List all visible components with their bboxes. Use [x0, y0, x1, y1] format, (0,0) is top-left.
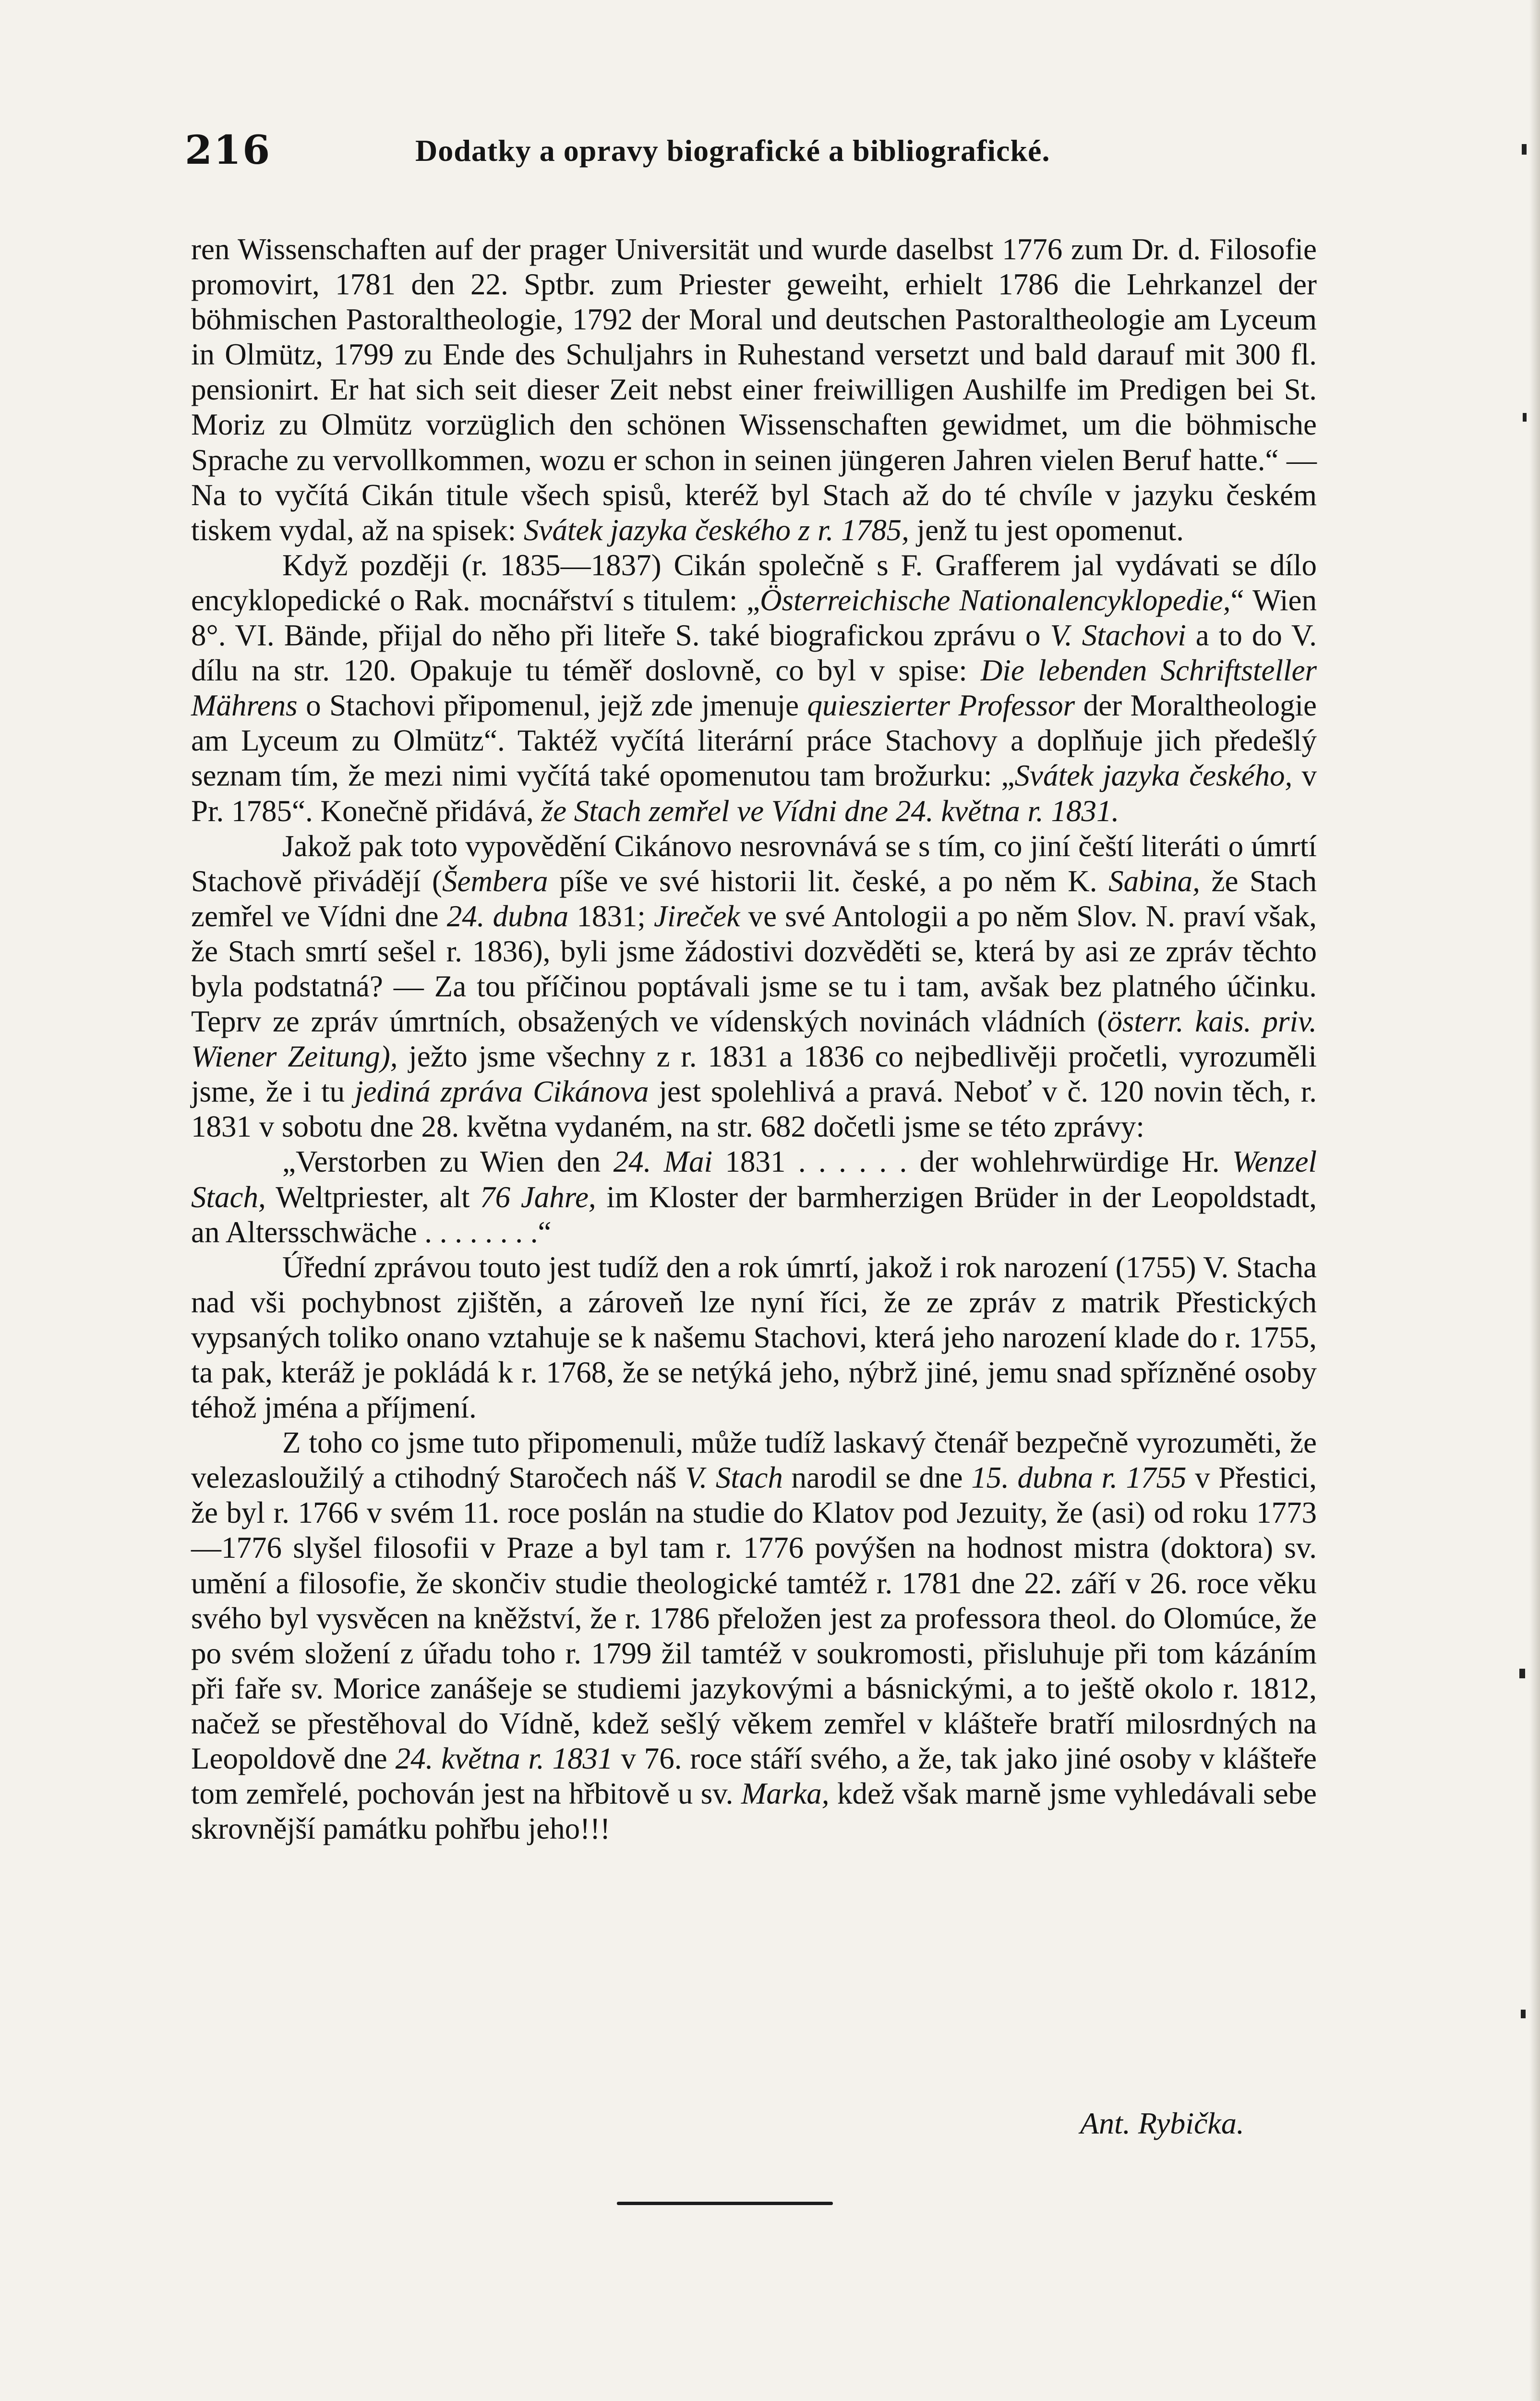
italic-text: Svátek jazyka českého z r. 1785,	[523, 513, 909, 547]
closing-rule	[617, 2202, 833, 2205]
italic-text: Jireček	[653, 899, 740, 933]
text-run: jest spolehlivá a pravá. Neboť v č. 120 novin těch, r. 1831 v sobotu dne 28. května vydaném, na str. 682 dočetli jsme se této zprávy:	[191, 1075, 1317, 1144]
italic-text: V. Stach	[685, 1461, 783, 1495]
running-header	[185, 127, 1335, 180]
italic-text: österr. kais. priv. Wiener Zeitung),	[191, 1005, 1317, 1074]
text-run: im Kloster der barmherzigen Brüder in der Leopoldstadt, an Altersschwäche . . . . . . . .“	[191, 1180, 1317, 1249]
text-run: Jakož pak toto vypovědění Cikánovo nesrovnává se s tím, co jiní čeští literáti o úmrtí Stachově přivádějí (	[191, 829, 1317, 898]
text-run: v Přestici, že byl r. 1766 v svém 11. roce poslán na studie do Klatov pod Jezuity, že (asi) od roku 1773—1776 slyšel filosofii v Praze a byl tam r. 1776 povýšen na hodnost mistra (doktora) sv. umění a filosofie, že skončiv studie theologické tamtéž r. 1781 dne 22. září v 26. roce věku svého byl vysvěcen na kněžství, že r. 1786 přeložen jest za professora theol. do Olomúce, že po svém složení z úřadu toho r. 1799 žil tamtéž v soukromosti, přisluhuje při tom kázáním při faře sv. Morice zanášeje se studiemi jazykovými a básnickými, a to ještě okolo r. 1812, načež se přestěhoval do Vídně, kdež sešlý věkem zemřel v klášteře bratří milosrdných na Leopoldově dne	[191, 1461, 1317, 1776]
paragraph	[191, 1250, 1317, 1425]
margin-mark	[1519, 1669, 1525, 1678]
text-run: der Moraltheologie am Lyceum zu Olmütz“. Taktéž vyčítá literární práce Stachovy a doplňuje jich předešlý seznam tím, že mezi nimi vyčítá také opomenutou tam brožurku: „	[191, 689, 1317, 793]
text-run: 1831;	[568, 899, 654, 933]
paragraph	[191, 1425, 1317, 1846]
paragraph	[191, 1144, 1317, 1249]
margin-mark	[1521, 2010, 1526, 2018]
text-run: o Stachovi připomenul, jejž zde jmenuje	[297, 689, 807, 723]
italic-text: Österreichische Nationalencyklopedie,	[760, 583, 1231, 617]
italic-text: Wenzel Stach,	[191, 1145, 1317, 1214]
text-run: 1831 . . . . . . der wohlehrwürdige Hr.	[712, 1145, 1232, 1179]
text-run: v 76. roce stáří svého, a že, tak jako jiné osoby v klášteře tom zemřelé, pochován jest na hřbitově u sv.	[191, 1742, 1317, 1811]
paragraph	[191, 232, 1317, 548]
text-run: v Pr. 1785“. Konečně přidává,	[191, 759, 1317, 828]
author-signature: Ant. Rybička.	[1080, 2106, 1244, 2140]
text-run: Když později (r. 1835—1837) Cikán společně s F. Grafferem jal vydávati se dílo encyklopedické o Rak. mocnářství s titulem: „	[191, 548, 1317, 617]
text-run: ježto jsme všechny z r. 1831 a 1836 co nejbedlivěji pročetli, vyrozuměli jsme, že i tu	[191, 1040, 1317, 1109]
italic-text: Šembera	[442, 864, 548, 898]
text-run: píše ve své historii lit. české, a po něm K.	[548, 864, 1109, 898]
italic-text: 15. dubna r. 1755	[971, 1461, 1187, 1495]
italic-text: V. Stachovi	[1050, 618, 1186, 653]
italic-text: 24. Mai	[613, 1145, 713, 1179]
italic-text: quieszierter Professor	[807, 689, 1075, 723]
text-run: ve své Antologii a po něm Slov. N. praví však, že Stach smrtí sešel r. 1836), byli jsme žádostivi dozvěděti se, která by asi ze zpráv těchto byla podstatná? — Za tou příčinou poptávali jsme se tu i tam, avšak bez platného účinku. Teprv ze zpráv úmrtních, obsažených ve vídenských novinách vládních (	[191, 899, 1317, 1039]
text-run: “ Wien 8°. VI. Bände, přijal do něho při liteře S. také biografickou zprávu o	[191, 583, 1317, 653]
italic-text: že Stach zemřel ve Vídni dne 24. května r. 1831.	[541, 794, 1119, 828]
text-run: kdež však marně jsme vyhledávali sebe skrovnější památku pohřbu jeho!!!	[191, 1777, 1317, 1846]
margin-mark	[1522, 144, 1527, 155]
paragraph	[191, 829, 1317, 1145]
text-run: že Stach zemřel ve Vídni dne	[191, 864, 1317, 933]
text-run: ren Wissenschaften auf der prager Universität und wurde daselbst 1776 zum Dr. d. Filosofie promovirt, 1781 den 22. Sptbr. zum Priester geweiht, erhielt 1786 die Lehrkanzel der böhmischen Pastoraltheologie, 1792 der Moral und deutschen Pastoraltheologie am Lyceum in Olmütz, 1799 zu Ende des Schuljahrs in Ruhestand versetzt und bald darauf mit 300 fl. pensionirt. Er hat sich seit dieser Zeit nebst einer freiwilligen Aushilfe im Predigen bei St. Moriz zu Olmütz vorzüglich den schönen Wissenschaften gewidmet, um die böhmische Sprache zu vervollkommen, wozu er schon in seinen jüngeren Jahren vielen Beruf hatte.“ — Na to vyčítá Cikán titule všech spisů, kteréž byl Stach až do té chvíle v jazyku českém tiskem vydal, až na spisek:	[191, 232, 1317, 547]
page-number: 216	[185, 127, 272, 173]
italic-text: Sabina,	[1108, 864, 1200, 898]
body-text	[191, 232, 1317, 1846]
paragraph	[191, 548, 1317, 829]
italic-text: 76 Jahre,	[480, 1180, 596, 1214]
italic-text: Marka,	[741, 1777, 830, 1811]
italic-text: 24. května r. 1831	[395, 1742, 613, 1776]
running-title: Dodatky a opravy biografické a bibliografické.	[415, 133, 1050, 168]
text-run: narodil se dne	[782, 1461, 972, 1495]
italic-text: Svátek jazyka českého,	[1014, 759, 1293, 793]
text-run: Weltpriester, alt	[265, 1180, 481, 1214]
text-run: „Verstorben zu Wien den	[282, 1145, 614, 1179]
text-run: jenž tu jest opomenut.	[909, 513, 1184, 547]
margin-mark	[1523, 413, 1527, 422]
italic-text: 24. dubna	[446, 899, 569, 933]
italic-text: jediná zpráva Cikánova	[355, 1075, 649, 1109]
text-run: Úřední zprávou touto jest tudíž den a rok úmrtí, jakož i rok narození (1755) V. Stacha nad vši pochybnost zjištěn, a zároveň lze nyní říci, že ze zpráv z matrik Přestických vypsaných toliko onano vztahuje se k našemu Stachovi, která jeho narození klade do r. 1755, ta pak, kteráž je pokládá k r. 1768, že se netýká jeho, nýbrž jiné, jemu snad spřízněné osoby téhož jména a příjmení.	[191, 1250, 1317, 1425]
italic-text: Die lebenden Schriftsteller Mährens	[191, 654, 1317, 723]
text-run: Z toho co jsme tuto připomenuli, může tudíž laskavý čtenář bezpečně vyrozuměti, že velezasloužilý a ctihodný Staročech náš	[191, 1426, 1317, 1495]
text-run: a to do V. dílu na str. 120. Opakuje tu téměř doslovně, co byl v spise:	[191, 618, 1317, 688]
